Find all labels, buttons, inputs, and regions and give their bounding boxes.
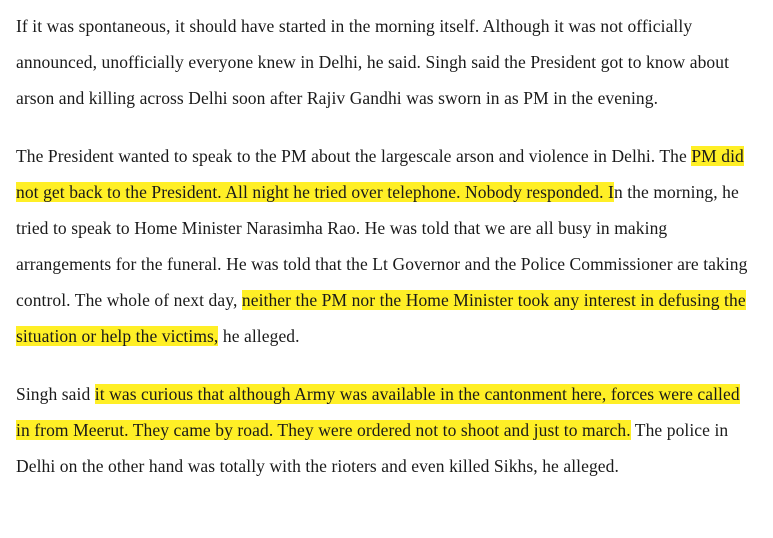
highlighted-text: neither the PM nor the Home Minister took any interest in defusing the situation or help the victims, bbox=[16, 290, 746, 346]
paragraph-1 bbox=[16, 8, 757, 116]
body-text: If it was spontaneous, it should have started in the morning itself. Although it was not officially announced, unofficially everyone knew in Delhi, he said. Singh said the President got to know about arson and killing across Delhi soon after Rajiv Gandhi was sworn in as PM in the evening. bbox=[16, 16, 730, 108]
highlighted-text: PM did not get back to the President. All night he tried over telephone. Nobody responded. I bbox=[16, 146, 744, 202]
body-text: he alleged. bbox=[218, 326, 300, 346]
paragraph-3 bbox=[16, 376, 757, 484]
highlighted-text: it was curious that although Army was available in the cantonment here, forces were called in from Meerut. They came by road. They were ordered not to shoot and just to march. bbox=[16, 384, 740, 440]
body-text: The President wanted to speak to the PM about the largescale arson and violence in Delhi. The bbox=[16, 146, 692, 166]
body-text: Singh said bbox=[16, 384, 95, 404]
body-text: n the morning, he tried to speak to Home Minister Narasimha Rao. He was told that we are all busy in making arrangements for the funeral. He was told that the Lt Governor and the Police Commissioner are taking control. The whole of next day, bbox=[16, 182, 748, 310]
paragraph-2 bbox=[16, 138, 757, 354]
body-text: The police in Delhi on the other hand was totally with the rioters and even killed Sikhs, he alleged. bbox=[16, 420, 729, 476]
document-body bbox=[16, 8, 757, 484]
